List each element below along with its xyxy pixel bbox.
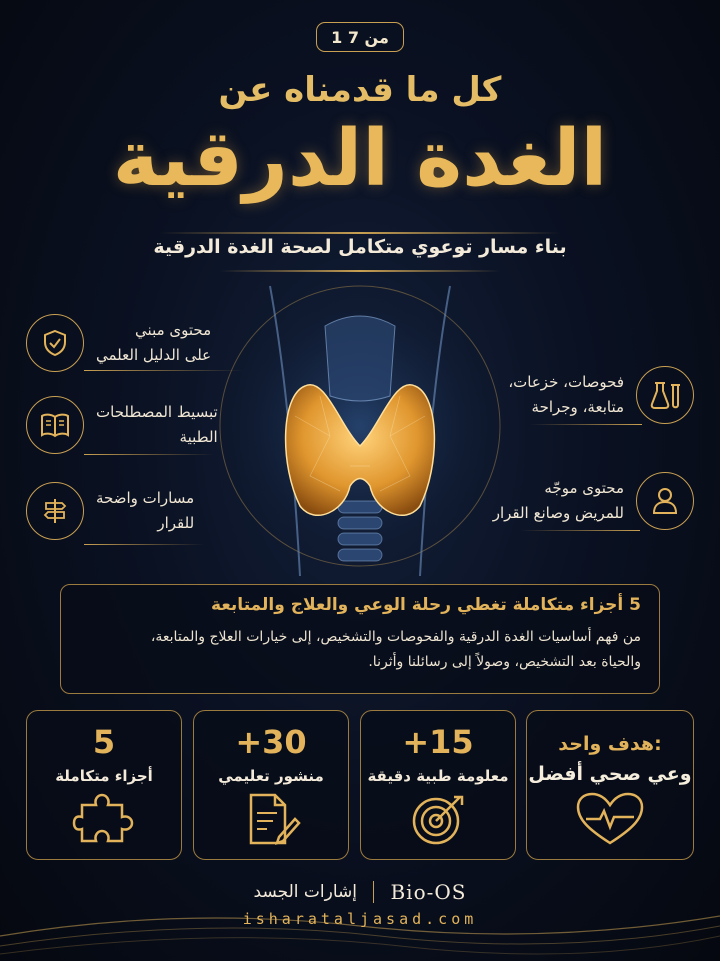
brand-arabic: إشارات الجسد [253, 882, 357, 902]
stat-label: أجزاء متكاملة [55, 767, 153, 785]
feature-text: للمريض وصانع القرار [492, 504, 624, 522]
subtitle: بناء مسار توعوي متكامل لصحة الغدة الدرقية [153, 236, 567, 258]
open-book-icon [26, 396, 84, 454]
stat-card-posts [193, 710, 349, 860]
stat-number: +30 [235, 723, 307, 761]
connector-line [530, 424, 642, 425]
feature-evidence [26, 314, 211, 372]
document-pen-icon [241, 791, 301, 847]
goal-heading: هدف واحد: [558, 733, 662, 755]
info-text: من فهم أساسيات الغدة الدرقية والفحوصات والتشخيص، إلى خيارات العلاج والمتابعة، [150, 629, 641, 645]
target-icon [408, 791, 468, 847]
stat-number: 5 [92, 723, 116, 761]
website-url[interactable]: isharataljasad.com [242, 910, 478, 928]
person-icon [636, 472, 694, 530]
main-title: الغدة الدرقية [112, 114, 608, 204]
feature-simplify [26, 396, 218, 454]
thyroid-illustration [200, 276, 520, 576]
pre-title: كل ما قدمناه عن [218, 70, 502, 110]
feature-text: للقرار [157, 514, 195, 532]
stat-label: معلومة طبية دقيقة [367, 767, 509, 785]
page-badge: 1 من 7 [316, 22, 404, 52]
info-title: 5 أجزاء متكاملة تغطي رحلة الوعي والعلاج والمتابعة [211, 595, 641, 615]
stat-label: منشور تعليمي [218, 767, 324, 785]
stat-card-parts [26, 710, 182, 860]
divider [220, 270, 500, 272]
info-text: والحياة بعد التشخيص، وصولاً إلى رسائلنا وأثرنا. [368, 653, 641, 670]
stat-card-facts [360, 710, 516, 860]
goal-text: وعي صحي أفضل [528, 763, 692, 785]
feature-paths [26, 482, 194, 540]
footer-brand [0, 880, 720, 904]
divider [373, 881, 375, 903]
feature-text: الطبية [179, 428, 218, 446]
signpost-icon [26, 482, 84, 540]
divider [160, 232, 560, 234]
connector-line [84, 544, 204, 545]
feature-text: محتوى موجّه [544, 479, 624, 498]
connector-line [84, 454, 214, 455]
connector-line [84, 370, 244, 371]
feature-text: فحوصات، خزعات، [508, 373, 624, 392]
info-box [60, 584, 660, 694]
lab-flask-icon [636, 366, 694, 424]
feature-audience [493, 472, 694, 530]
feature-text: متابعة، وجراحة [531, 398, 624, 416]
goal-card [526, 710, 694, 860]
feature-text: تبسيط المصطلحات [96, 403, 218, 422]
puzzle-icon [72, 791, 136, 847]
footer-wave [0, 896, 720, 961]
brand-name: Bio-OS [390, 880, 467, 904]
feature-text: محتوى مبني [135, 321, 212, 340]
shield-check-icon [26, 314, 84, 372]
feature-text: مسارات واضحة [96, 489, 195, 508]
connector-line [520, 530, 640, 531]
stat-number: +15 [402, 723, 474, 761]
feature-tests [508, 366, 694, 424]
feature-text: على الدليل العلمي [96, 346, 212, 364]
heart-pulse-icon [574, 791, 646, 847]
